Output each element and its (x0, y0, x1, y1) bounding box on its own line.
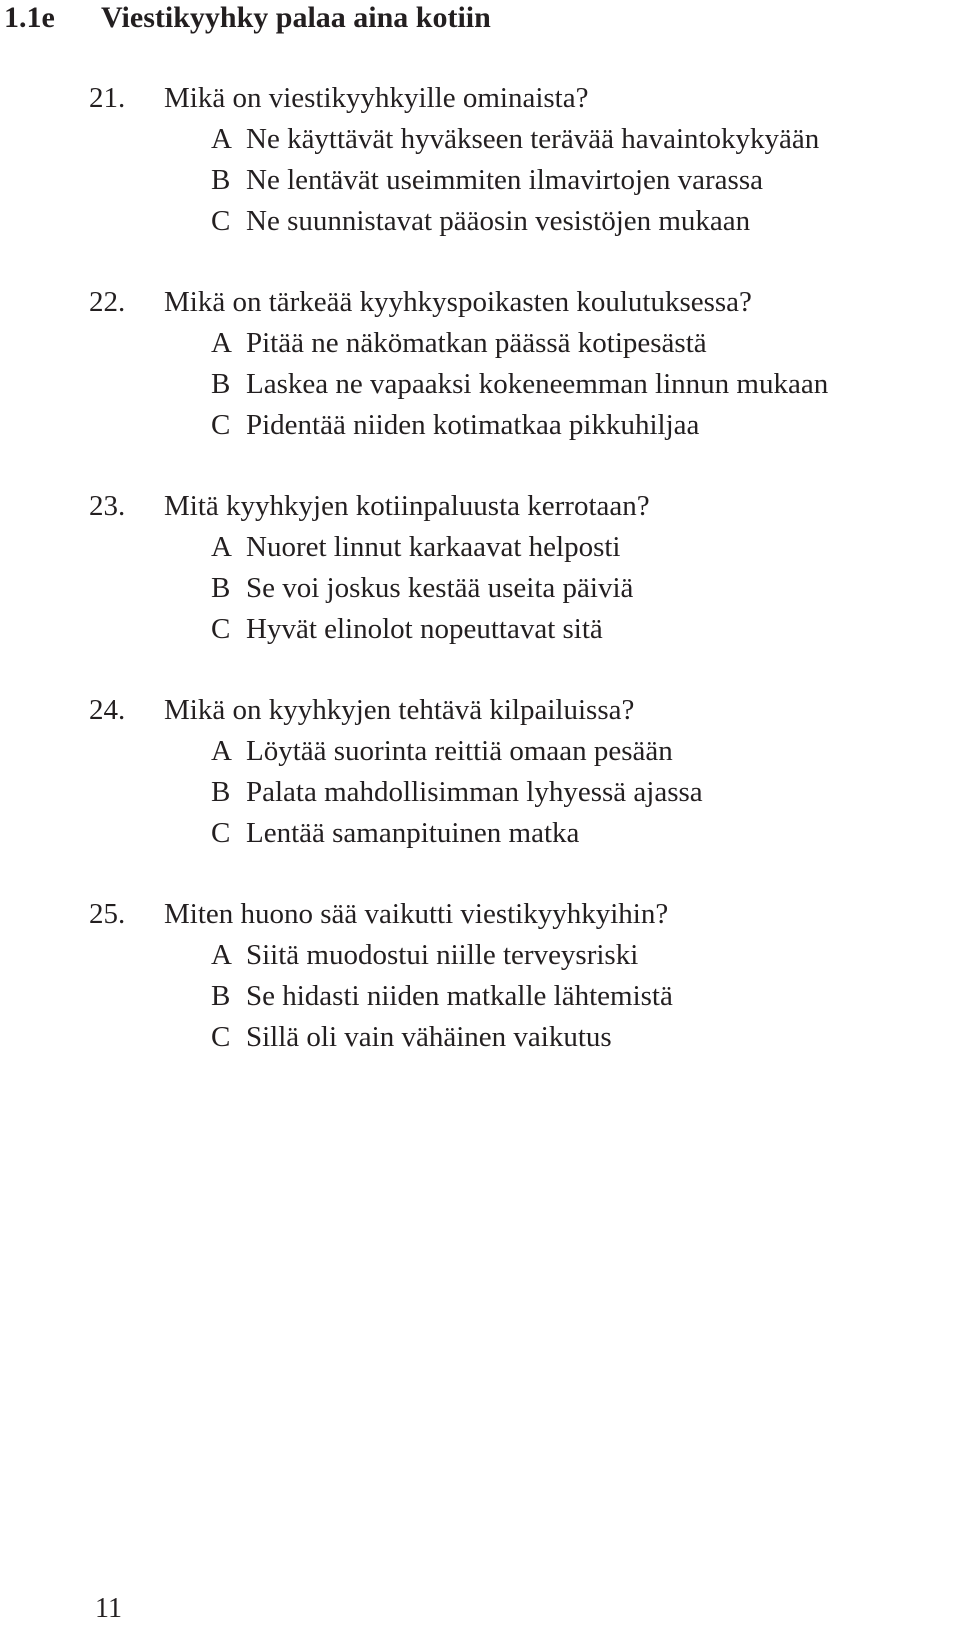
option-text: Palata mahdollisimman lyhyessä ajassa (246, 776, 703, 808)
question-line (89, 894, 949, 935)
section-header (0, 0, 491, 36)
option-c (89, 813, 949, 854)
option-letter: A (211, 327, 232, 359)
option-text: Löytää suorinta reittiä omaan pesään (246, 735, 673, 767)
question-text: Mikä on kyyhkyjen tehtävä kilpailuissa? (164, 694, 635, 726)
question-line (89, 282, 949, 323)
question-text: Mikä on tärkeää kyyhkyspoikasten koulutuksessa? (164, 286, 752, 318)
question-number: 24. (89, 694, 126, 726)
question-line (89, 78, 949, 119)
option-letter: B (211, 368, 231, 400)
question-25 (89, 894, 949, 1058)
question-number: 21. (89, 82, 126, 114)
option-letter: C (211, 817, 231, 849)
option-text: Hyvät elinolot nopeuttavat sitä (246, 613, 603, 645)
question-number: 22. (89, 286, 126, 318)
option-text: Siitä muodostui niille terveysriski (246, 939, 639, 971)
option-a (89, 527, 949, 568)
option-text: Ne suunnistavat pääosin vesistöjen mukaan (246, 205, 751, 237)
option-letter: B (211, 980, 231, 1012)
question-number: 25. (89, 898, 126, 930)
option-a (89, 935, 949, 976)
section-title: Viestikyyhky palaa aina kotiin (101, 1, 491, 34)
question-text: Miten huono sää vaikutti viestikyyhkyihin? (164, 898, 669, 930)
question-text: Mitä kyyhkyjen kotiinpaluusta kerrotaan? (164, 490, 650, 522)
option-letter: B (211, 572, 231, 604)
option-c (89, 201, 949, 242)
option-b (89, 568, 949, 609)
option-text: Lentää samanpituinen matka (246, 817, 580, 849)
option-text: Se voi joskus kestää useita päiviä (246, 572, 634, 604)
option-letter: A (211, 531, 232, 563)
question-24 (89, 690, 949, 854)
question-21 (89, 78, 949, 242)
option-b (89, 772, 949, 813)
option-letter: C (211, 205, 231, 237)
option-c (89, 405, 949, 446)
option-letter: A (211, 939, 232, 971)
option-text: Pitää ne näkömatkan päässä kotipesästä (246, 327, 707, 359)
option-b (89, 160, 949, 201)
section-number: 1.1e (4, 1, 55, 34)
question-22 (89, 282, 949, 446)
option-text: Nuoret linnut karkaavat helposti (246, 531, 621, 563)
question-number: 23. (89, 490, 126, 522)
option-b (89, 364, 949, 405)
option-a (89, 119, 949, 160)
option-letter: A (211, 735, 232, 767)
option-text: Ne käyttävät hyväkseen terävää havaintokykyään (246, 123, 820, 155)
option-letter: B (211, 776, 231, 808)
option-a (89, 323, 949, 364)
option-letter: A (211, 123, 232, 155)
option-text: Sillä oli vain vähäinen vaikutus (246, 1021, 612, 1053)
question-list (89, 78, 949, 1098)
option-a (89, 731, 949, 772)
option-letter: B (211, 164, 231, 196)
question-23 (89, 486, 949, 650)
option-letter: C (211, 409, 231, 441)
question-text: Mikä on viestikyyhkyille ominaista? (164, 82, 589, 114)
option-b (89, 976, 949, 1017)
option-letter: C (211, 613, 231, 645)
option-text: Se hidasti niiden matkalle lähtemistä (246, 980, 673, 1012)
option-text: Pidentää niiden kotimatkaa pikkuhiljaa (246, 409, 700, 441)
question-line (89, 486, 949, 527)
page-number: 11 (95, 1593, 122, 1624)
option-c (89, 609, 949, 650)
question-line (89, 690, 949, 731)
option-c (89, 1017, 949, 1058)
option-text: Laskea ne vapaaksi kokeneemman linnun mukaan (246, 368, 829, 400)
option-letter: C (211, 1021, 231, 1053)
option-text: Ne lentävät useimmiten ilmavirtojen varassa (246, 164, 764, 196)
